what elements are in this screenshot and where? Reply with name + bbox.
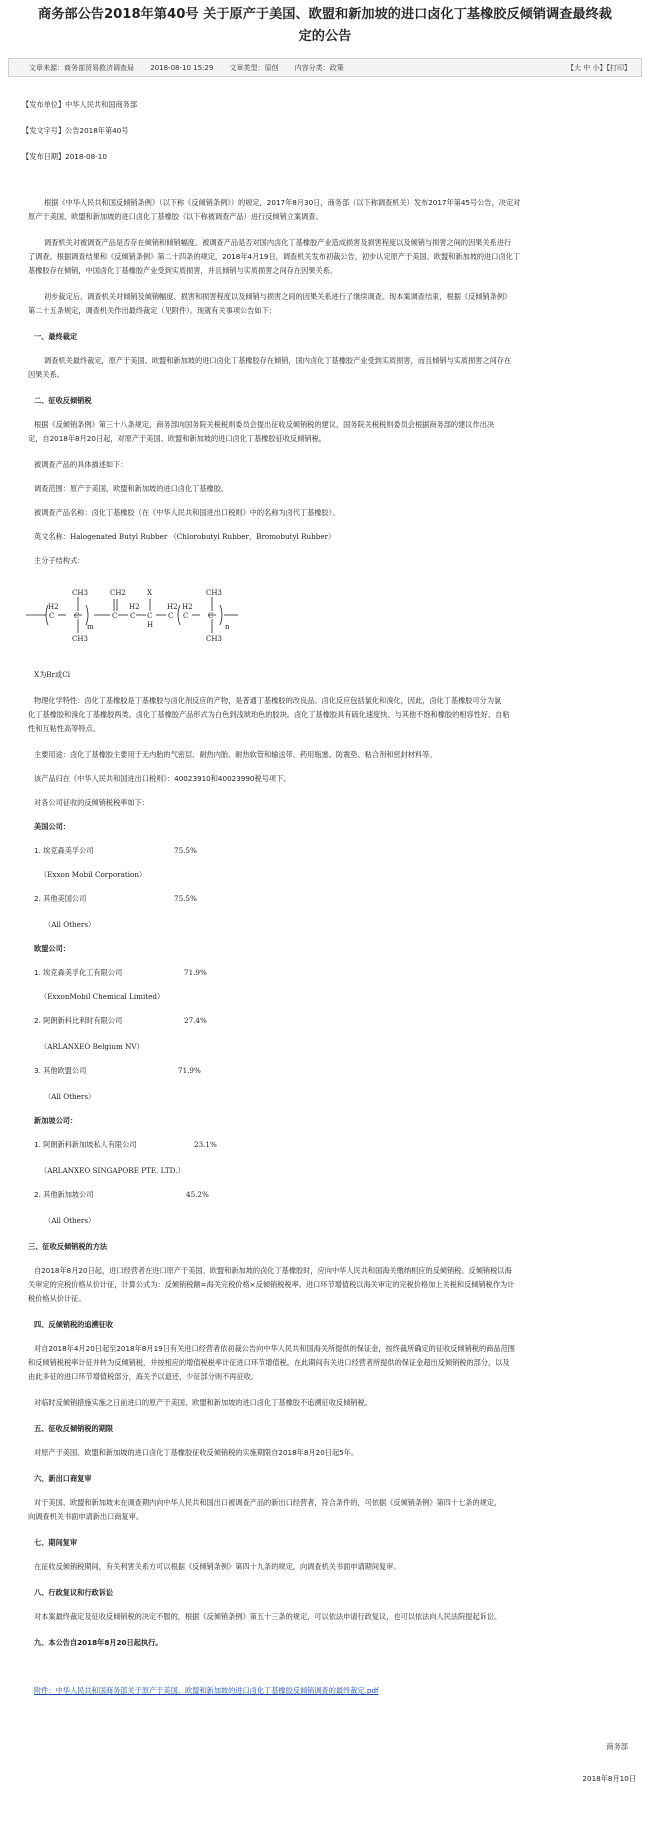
formula-ch3: CH3 [206,589,222,597]
formula-ch3: CH3 [206,635,222,643]
source-label: 文章来源：商务部贸易救济调查局 [29,64,134,72]
section-heading: 一、最终裁定 [34,332,78,341]
paragraph: 对自2018年4月20日起至2018年8月19日有关进口经营者依初裁公告向中华人民共和国海关所提供的保证金，按终裁所确定的征收反倾销税的商品范围 [34,1344,515,1353]
publish-date: 2018-08-10 15:29 [150,64,214,72]
formula-h2: H2 [129,603,140,611]
section-heading: 七、期间复审 [34,1538,78,1547]
formula-ch3: CH3 [72,635,88,643]
rate-company-name: 3. 其他欧盟公司 [34,1066,87,1075]
paragraph: 对本案最终裁定及征收反倾销税的决定不服的，根据《反倾销条例》第五十三条的规定，可以依法申请行政复议，也可以依法向人民法院提起诉讼。 [34,1612,502,1621]
rate-company-en: （ExxonMobil Chemical Limited） [40,992,165,1001]
rate-company-name: 2. 阿朗新科比利时有限公司 [34,1016,123,1025]
paragraph: 自2018年8月20日起，进口经营者在进口原产于美国、欧盟和新加坡的卤化丁基橡胶时，应向中华人民共和国海关缴纳相应的反倾销税。反倾销税以海 [34,1266,512,1275]
formula-c: C [168,612,174,620]
paragraph: 初步裁定后，调查机关对倾销及倾销幅度、损害和损害程度以及倾销与损害之间的因果关系进行了继续调查。现本案调查结束，根据《反倾销条例》 [44,292,512,301]
signature-date: 2018年8月10日 [582,1774,636,1783]
rate-value: 71.9% [184,968,207,977]
paragraph: 了调查。根据调查结果和《反倾销条例》第二十四条的规定，2018年4月19日，调查机关发布初裁公告，初步认定原产于美国、欧盟和新加坡的进口卤化丁 [28,252,521,261]
paragraph: 调查机关对被调查产品是否存在倾销和倾销幅度、被调查产品是否对国内卤化丁基橡胶产业造成损害及损害程度以及倾销与损害之间的因果关系进行 [44,238,512,247]
section-heading: 二、征收反倾销税 [34,396,92,405]
formula-x: X [147,589,152,597]
rate-company-name: 1. 埃克森美孚化工有限公司 [34,968,123,977]
rate-company-en: （All Others） [44,1216,96,1225]
rate-value: 45.2% [186,1190,209,1199]
rate-value: 75.5% [174,846,197,855]
font-medium-button[interactable]: 中 [583,64,591,72]
rate-company-en: （ARLANXEO SINGAPORE PTE. LTD.） [40,1166,185,1175]
title-line-2: 定的公告 [298,29,352,44]
formula-ch3: CH3 [72,589,88,597]
section-heading: 五、征收反倾销税的期限 [34,1424,114,1433]
section-heading: 三、征收反倾销税的方法 [28,1242,108,1251]
molecular-structure-diagram [24,571,284,655]
paragraph: 根据《中华人民共和国反倾销条例》（以下称《反倾销条例》）的规定，2017年8月30日，商务部（以下称调查机关）发布2017年第45号公告，决定对 [44,198,521,207]
paragraph: 第二十五条规定，调查机关作出最终裁定（见附件）。现就有关事项公告如下： [28,306,276,315]
title-line-1: 商务部公告2018年第40号 关于原产于美国、欧盟和新加坡的进口卤化丁基橡胶反倾销调查最终裁 [38,7,612,22]
paragraph: 化丁基橡胶和溴化丁基橡胶两类。卤化丁基橡胶产品形式为白色到浅琥珀色的胶块。卤化丁基橡胶具有硫化速度快、与其他不饱和橡胶的相容性好、自粘 [28,710,510,719]
type-label: 文章类型：原创 [229,64,279,72]
paragraph: 主分子结构式： [34,556,85,565]
font-size-controls: 【大 中 小】【打印】 [567,64,631,72]
paragraph: X为Br或Cl [34,670,71,679]
formula-h2: H2 [167,603,178,611]
doc-number: 【发文字号】公告2018年第40号 [22,126,129,135]
rate-value: 75.5% [174,894,197,903]
formula-c: C [112,612,118,620]
sub-heading-eu: 欧盟公司： [34,944,70,953]
paragraph: 调查范围：原产于美国、欧盟和新加坡的进口卤化丁基橡胶。 [34,484,229,493]
signature: 商务部 [606,1742,628,1751]
rate-company-name: 1. 埃克森美孚公司 [34,846,94,855]
paragraph: 对原产于美国、欧盟和新加坡的进口卤化丁基橡胶征收反倾销税的实施期限自2018年8月20日起5年。 [34,1448,359,1457]
rate-company-en: （All Others） [44,1092,96,1101]
paragraph: 基橡胶存在倾销，中国卤化丁基橡胶产业受到实质损害，并且倾销与实质损害之间存在因果关系。 [28,266,338,275]
sub-heading-us: 美国公司： [34,822,70,831]
rate-company-en: （Exxon Mobil Corporation） [40,870,147,879]
paragraph: 由此多征的进口环节增值税部分，海关予以退还，少征部分则不再征收。 [28,1372,259,1381]
rate-value: 27.4% [184,1016,207,1025]
paragraph: 向调查机关书面申请新出口商复审。 [28,1512,144,1521]
font-large-button[interactable]: 大 [574,64,582,72]
issuer: 【发布单位】中华人民共和国商务部 [22,100,138,109]
paragraph: 和反倾销税税率计征并转为反倾销税，并按相应的增值税税率计征进口环节增值税。在此期间有关进口经营者所提供的保证金超出反倾销税的部分，以及 [28,1358,510,1367]
rate-company-name: 2. 其他新加坡公司 [34,1190,94,1199]
paragraph: 被调查产品名称：卤化丁基橡胶（在《中华人民共和国进出口税则》中的名称为卤代丁基橡胶）。 [34,508,340,517]
formula-n: n [225,623,230,631]
rate-value: 23.1% [194,1140,217,1149]
paragraph: 被调查产品的具体描述如下： [34,460,128,469]
paragraph: 关审定的完税价格从价计征，计算公式为：反倾销税额=海关完税价格×反倾销税税率。进口环节增值税以海关审定的完税价格加上关税和反倾销税作为计 [28,1280,515,1289]
paragraph: 定，自2018年8月20日起，对原产于美国、欧盟和新加坡的进口卤化丁基橡胶征收反倾销税。 [28,434,326,443]
formula-c: C [183,612,189,620]
paragraph: 该产品归在《中华人民共和国进出口税则》：40023910和40023990税号项下。 [34,774,291,783]
section-heading: 四、反倾销税的追溯征收 [34,1320,114,1329]
formula-h: H [147,621,154,629]
font-small-button[interactable]: 小 [592,64,600,72]
category-label: 内容分类：政策 [294,64,344,72]
formula-h2: H2 [48,603,59,611]
rate-company-name: 2. 其他美国公司 [34,894,87,903]
section-heading: 六、新出口商复审 [34,1474,92,1483]
page-title [0,0,650,50]
rate-company-name: 1. 阿朗新科新加坡私人有限公司 [34,1140,137,1149]
paragraph: 调查机关最终裁定，原产于美国、欧盟和新加坡的进口卤化丁基橡胶存在倾销，国内卤化丁基橡胶产业受到实质损害，而且倾销与实质损害之间存在 [44,356,512,365]
paragraph: 在征收反倾销税期间，有关利害关系方可以根据《反倾销条例》第四十九条的规定，向调查机关书面申请期间复审。 [34,1562,401,1571]
paragraph: 物理化学特性：卤化丁基橡胶是丁基橡胶与卤化剂反应的产物，是普通丁基橡胶的改良品。卤化反应包括氯化和溴化，因此，卤化丁基橡胶可分为氯 [34,696,502,705]
formula-c: C [49,612,55,620]
paragraph: 主要用途：卤化丁基橡胶主要用于无内胎的气密层、耐热内胎、耐热软管和输送带、药用瓶塞、防震垫、粘合剂和密封材料等。 [34,750,437,759]
section-heading: 九、本公告自2018年8月20日起执行。 [34,1638,163,1647]
formula-h2: H2 [182,603,193,611]
paragraph: 对各公司征收的反倾销税税率如下： [34,798,150,807]
print-button[interactable]: 打印 [610,64,624,72]
meta-bar [8,58,642,77]
formula-ch2: CH2 [110,589,126,597]
attachment-link[interactable]: 附件：中华人民共和国商务部关于原产于美国、欧盟和新加坡的进口卤化丁基橡胶反倾销调查的最终裁定.pdf [34,1686,379,1695]
paragraph: 因果关系。 [28,370,64,379]
formula-c: C [208,612,214,620]
paragraph: 对临时反倾销措施实施之日前进口的原产于美国、欧盟和新加坡的进口卤化丁基橡胶不追溯征收反倾销税。 [34,1398,372,1407]
paragraph: 税价格从价计征。 [28,1294,86,1303]
formula-c: C [74,612,80,620]
publish-date-info: 【发布日期】2018-08-10 [22,152,107,161]
rate-value: 71.9% [178,1066,201,1075]
rate-company-en: （All Others） [44,920,96,929]
paragraph: 原产于美国、欧盟和新加坡的进口卤化丁基橡胶（以下称被调查产品）进行反倾销立案调查。 [28,212,323,221]
paragraph: 性和互粘性高等特点。 [28,724,100,733]
section-heading: 八、行政复议和行政诉讼 [34,1588,114,1597]
rate-company-en: （ARLANXEO Belgium NV） [40,1042,144,1051]
paragraph: 根据《反倾销条例》第三十八条规定，商务部向国务院关税税则委员会提出征收反倾销税的建议，国务院关税税则委员会根据商务部的建议作出决 [34,420,495,429]
formula-c: C [147,612,153,620]
paragraph: 对于美国、欧盟和新加坡未在调查期内向中华人民共和国出口被调查产品的新出口经营者，符合条件的，可依据《反倾销条例》第四十七条的规定， [34,1498,502,1507]
paragraph: 英文名称：Halogenated Butyl Rubber （Chlorobutyl Rubber，Bromobutyl Rubber） [34,532,336,541]
formula-m: m [87,623,94,631]
sub-heading-sg: 新加坡公司： [34,1116,78,1125]
formula-c: C [130,612,136,620]
article-body [0,85,650,1825]
